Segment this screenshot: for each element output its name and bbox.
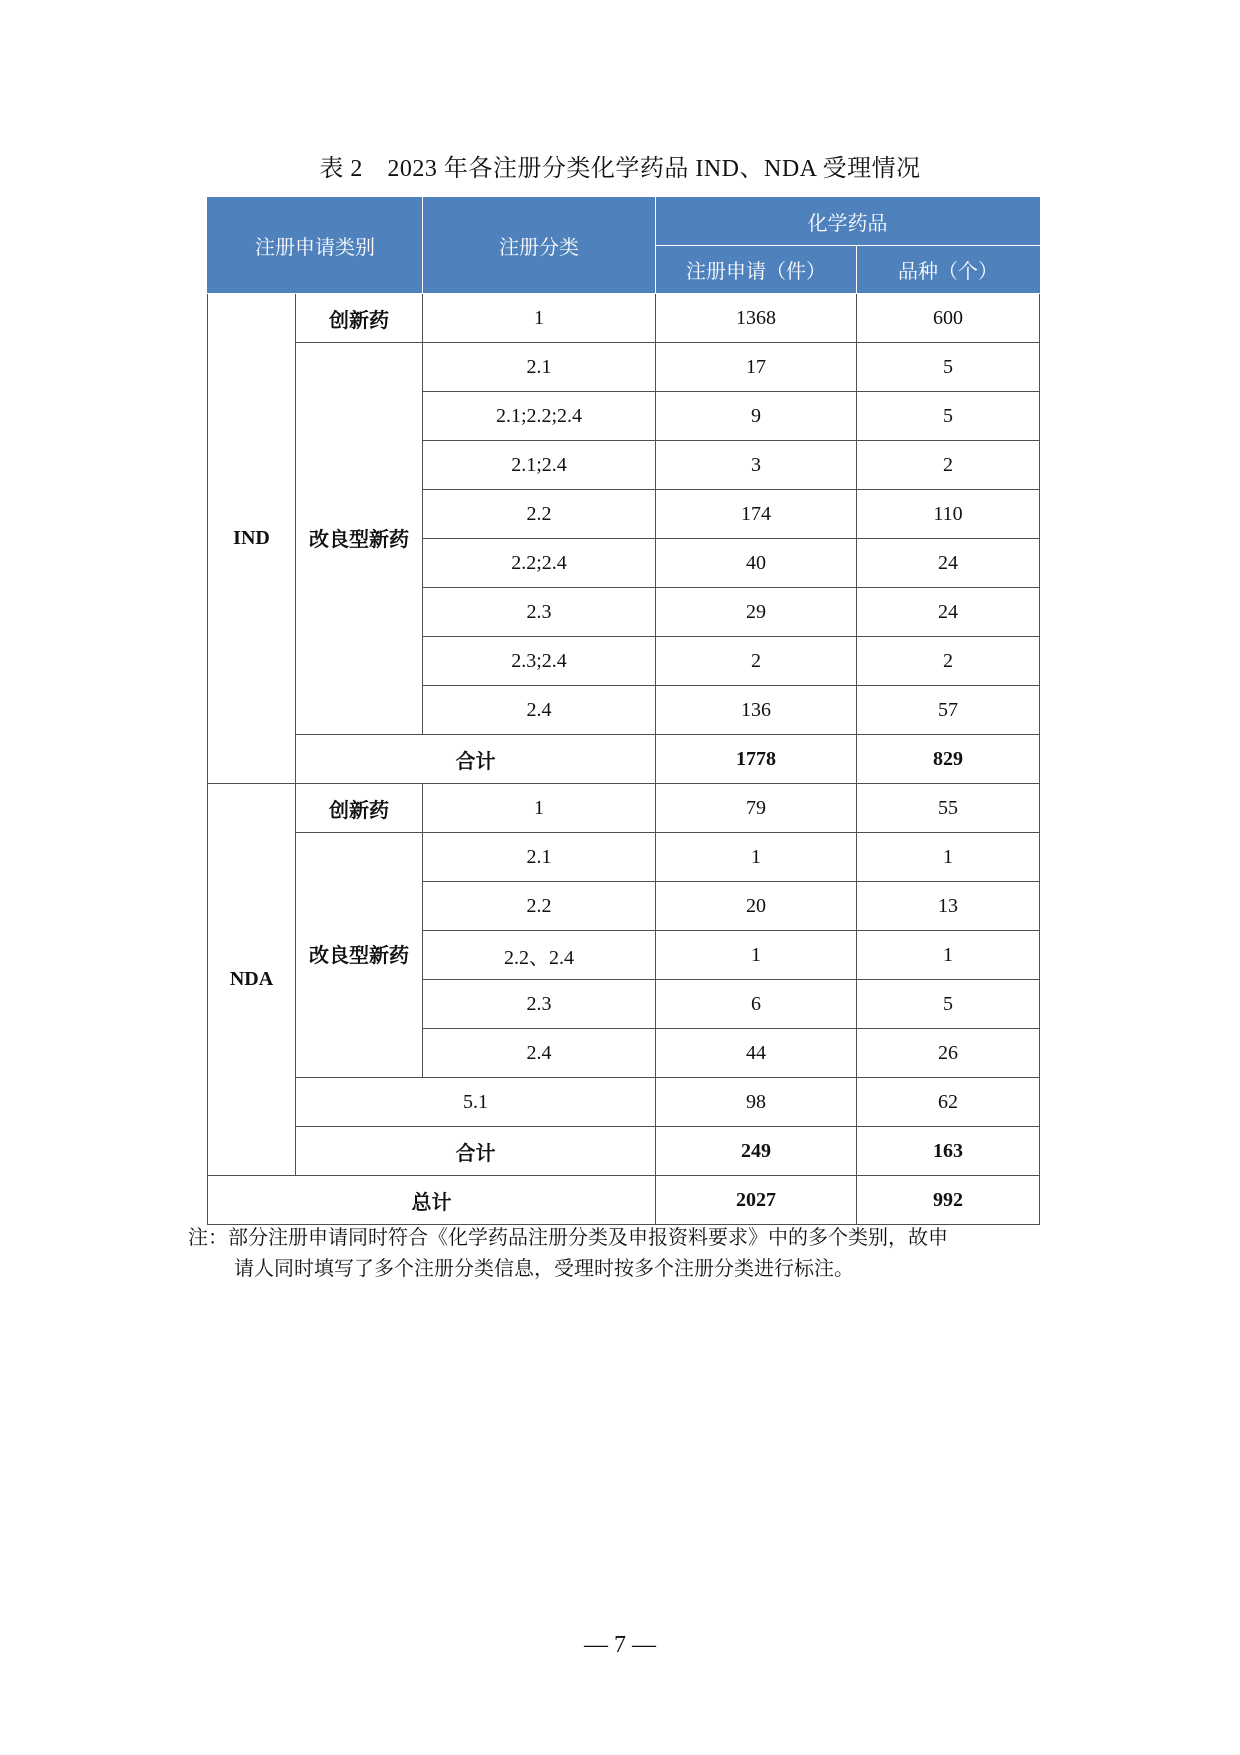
class-cell: 2.2、2.4 <box>423 931 656 980</box>
header-varieties: 品种（个） <box>857 246 1040 294</box>
applications-cell: 136 <box>656 686 857 735</box>
header-row-1 <box>208 198 1040 246</box>
table-row <box>208 1078 1040 1127</box>
table-row <box>208 784 1040 833</box>
applications-cell: 1368 <box>656 294 857 343</box>
varieties-cell: 24 <box>857 588 1040 637</box>
varieties-cell: 24 <box>857 539 1040 588</box>
varieties-cell: 600 <box>857 294 1040 343</box>
applications-cell: 20 <box>656 882 857 931</box>
class-cell: 2.3;2.4 <box>423 637 656 686</box>
class-cell: 2.4 <box>423 1029 656 1078</box>
varieties-cell: 1 <box>857 833 1040 882</box>
varieties-cell: 2 <box>857 637 1040 686</box>
applications-cell: 29 <box>656 588 857 637</box>
ind-innovative-label: 创新药 <box>296 294 423 343</box>
subtotal-row <box>208 1127 1040 1176</box>
varieties-cell: 5 <box>857 392 1040 441</box>
total-row <box>208 1176 1040 1225</box>
varieties-cell: 1 <box>857 931 1040 980</box>
header-classification: 注册分类 <box>423 198 656 294</box>
nda-improved-label: 改良型新药 <box>296 833 423 1078</box>
applications-cell: 98 <box>656 1078 857 1127</box>
applications-cell: 6 <box>656 980 857 1029</box>
varieties-cell: 13 <box>857 882 1040 931</box>
applications-cell: 1 <box>656 931 857 980</box>
nda-subtotal-label: 合计 <box>296 1127 656 1176</box>
applications-cell: 2027 <box>656 1176 857 1225</box>
varieties-cell: 62 <box>857 1078 1040 1127</box>
varieties-cell: 5 <box>857 980 1040 1029</box>
note-line-2: 请人同时填写了多个注册分类信息，受理时按多个注册分类进行标注。 <box>234 1256 854 1280</box>
class-cell: 2.2 <box>423 490 656 539</box>
header-applications: 注册申请（件） <box>656 246 857 294</box>
ind-subtotal-label: 合计 <box>296 735 656 784</box>
applications-cell: 3 <box>656 441 857 490</box>
table-note <box>188 1222 1060 1284</box>
varieties-cell: 163 <box>857 1127 1040 1176</box>
applications-cell: 17 <box>656 343 857 392</box>
varieties-cell: 829 <box>857 735 1040 784</box>
varieties-cell: 2 <box>857 441 1040 490</box>
class-cell: 2.1 <box>423 833 656 882</box>
applications-cell: 79 <box>656 784 857 833</box>
applications-cell: 9 <box>656 392 857 441</box>
varieties-cell: 110 <box>857 490 1040 539</box>
class-cell: 2.1;2.4 <box>423 441 656 490</box>
applications-cell: 1778 <box>656 735 857 784</box>
class-cell: 2.3 <box>423 588 656 637</box>
varieties-cell: 992 <box>857 1176 1040 1225</box>
varieties-cell: 26 <box>857 1029 1040 1078</box>
ind-label: IND <box>208 294 296 784</box>
applications-cell: 2 <box>656 637 857 686</box>
nda-innovative-label: 创新药 <box>296 784 423 833</box>
page-number: — 7 — <box>584 1632 656 1658</box>
class-cell: 2.2;2.4 <box>423 539 656 588</box>
subtotal-row <box>208 735 1040 784</box>
varieties-cell: 5 <box>857 343 1040 392</box>
applications-cell: 249 <box>656 1127 857 1176</box>
note-line-1: 注：部分注册申请同时符合《化学药品注册分类及申报资料要求》中的多个类别，故申 <box>188 1225 948 1249</box>
ind-improved-label: 改良型新药 <box>296 343 423 735</box>
applications-cell: 44 <box>656 1029 857 1078</box>
class-cell: 2.2 <box>423 882 656 931</box>
class-cell: 5.1 <box>296 1078 656 1127</box>
ind-nda-table <box>207 197 1040 1225</box>
header-chem-group: 化学药品 <box>656 198 1040 246</box>
total-label: 总计 <box>208 1176 656 1225</box>
table-row <box>208 294 1040 343</box>
table-title: 表 2 2023 年各注册分类化学药品 IND、NDA 受理情况 <box>319 156 921 182</box>
class-cell: 2.4 <box>423 686 656 735</box>
applications-cell: 40 <box>656 539 857 588</box>
class-cell: 1 <box>423 294 656 343</box>
applications-cell: 1 <box>656 833 857 882</box>
table-row <box>208 833 1040 882</box>
class-cell: 2.3 <box>423 980 656 1029</box>
applications-cell: 174 <box>656 490 857 539</box>
class-cell: 2.1 <box>423 343 656 392</box>
header-category: 注册申请类别 <box>208 198 423 294</box>
class-cell: 1 <box>423 784 656 833</box>
table-row <box>208 343 1040 392</box>
class-cell: 2.1;2.2;2.4 <box>423 392 656 441</box>
varieties-cell: 55 <box>857 784 1040 833</box>
nda-label: NDA <box>208 784 296 1176</box>
varieties-cell: 57 <box>857 686 1040 735</box>
